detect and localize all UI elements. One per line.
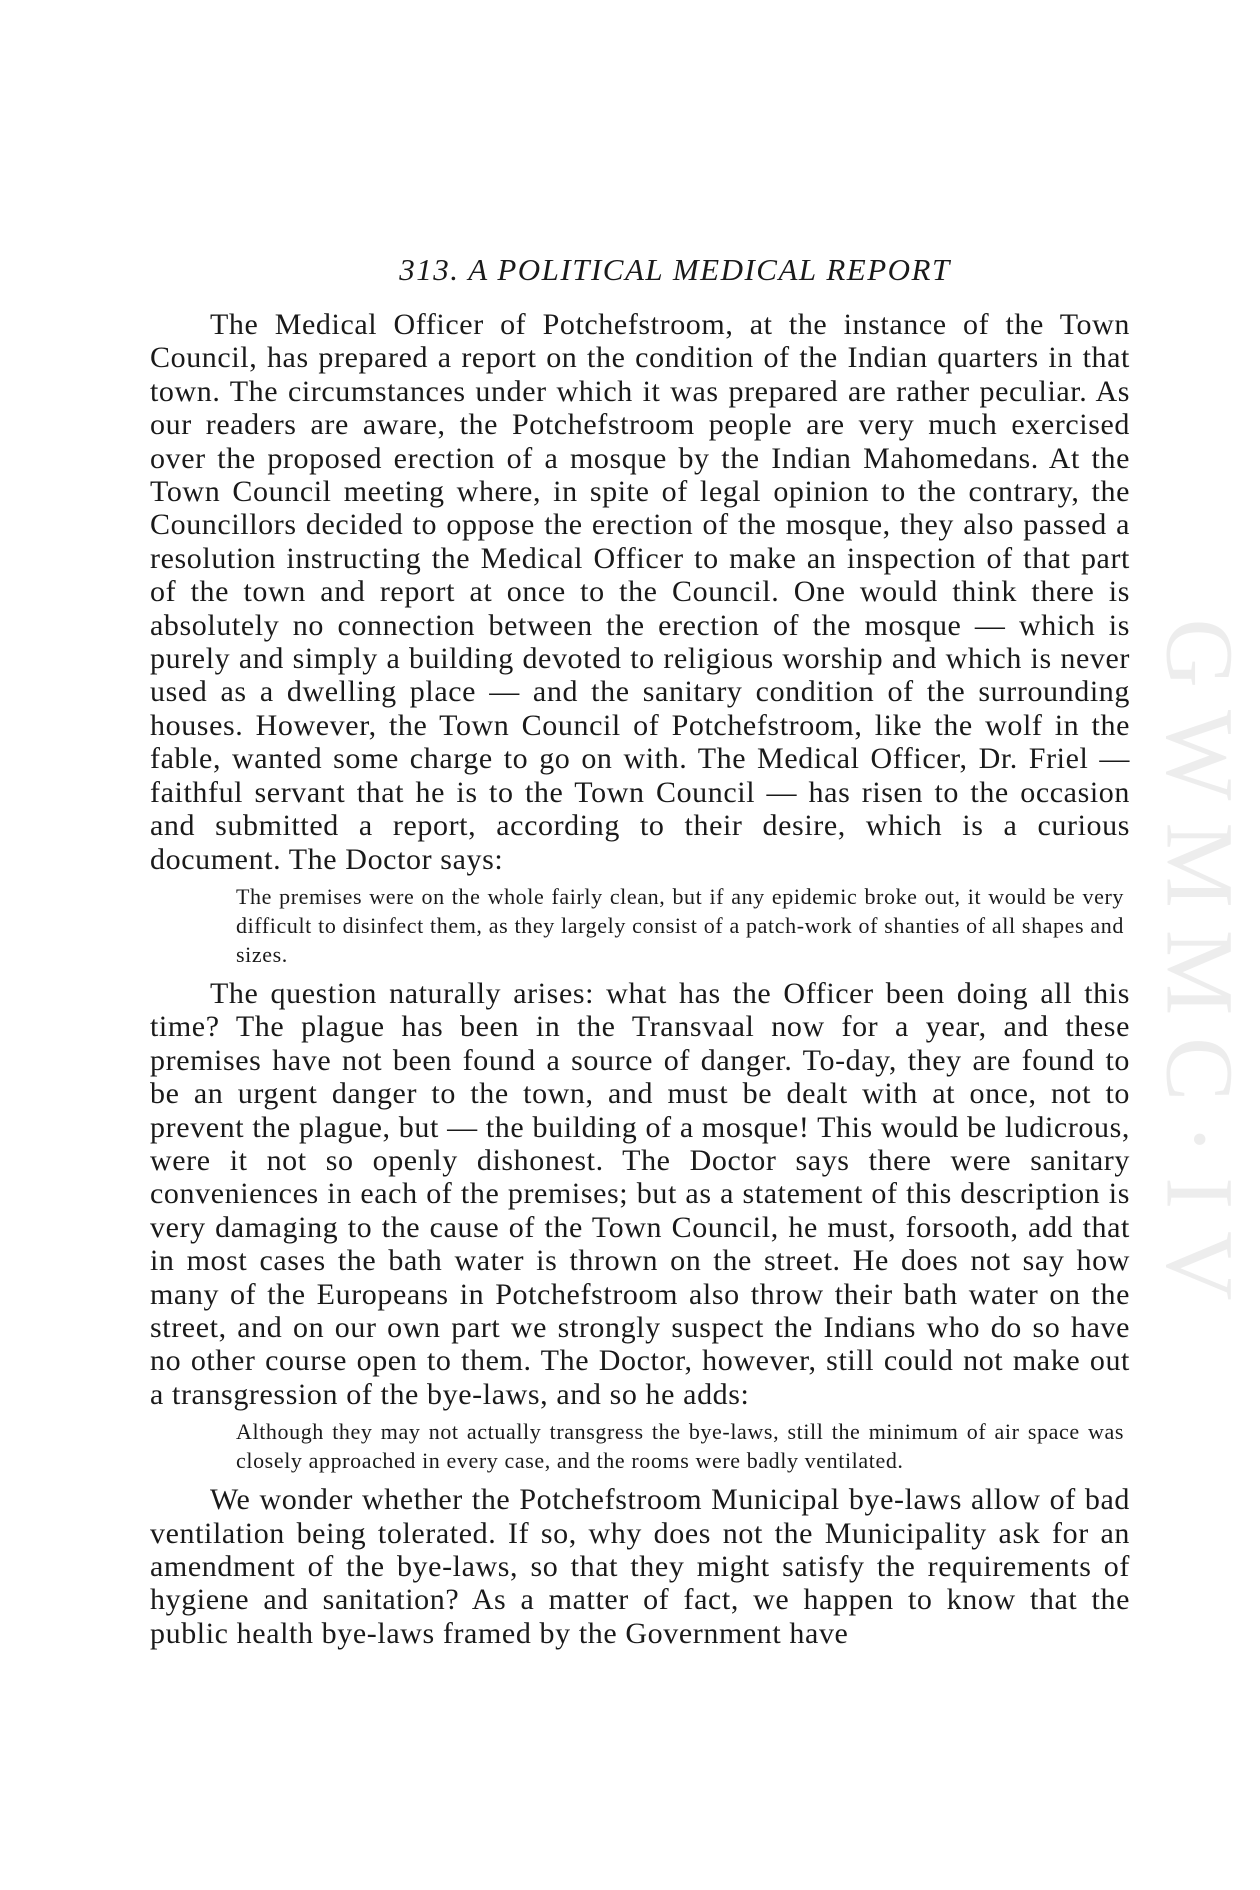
- paragraph: We wonder whether the Potchefstroom Municipal bye-laws allow of bad ventilation being tolerated. If so, why does not the Municipality ask for an amendment of the bye-laws, so that they might satisfy the requirements of hygiene and sanitation? As a matter of fact, we happen to know that the public health bye-laws framed by the Government have: [150, 1483, 1130, 1650]
- article-body: [150, 248, 1130, 1650]
- block-quote: The premises were on the whole fairly clean, but if any epidemic broke out, it would be very difficult to disinfect them, as they largely consist of a patch-work of shanties of all shapes and sizes.: [236, 883, 1124, 967]
- article-title: 313. A POLITICAL MEDICAL REPORT: [399, 252, 951, 287]
- block-quote: Although they may not actually transgress the bye-laws, still the minimum of air space was closely approached in every case, and the rooms were badly ventilated.: [236, 1419, 1124, 1474]
- watermark: [1140, 560, 1260, 1380]
- watermark-text: GWMMC·IV: [1146, 618, 1254, 1322]
- paragraph: The Medical Officer of Potchefstroom, at the instance of the Town Council, has prepared a report on the condition of the Indian quarters in that town. The circumstances under which it was prepared are rather peculiar. As our readers are aware, the Potchefstroom people are very much exercised over the proposed erection of a mosque by the Indian Mahomedans. At the Town Council meeting where, in spite of legal opinion to the contrary, the Councillors decided to oppose the erection of the mosque, they also passed a resolution instructing the Medical Officer to make an inspection of that part of the town and report at once to the Council. One would think there is absolutely no connection between the erection of the mosque — which is purely and simply a building devoted to religious worship and which is never used as a dwelling place — and the sanitary condition of the surrounding houses. However, the Town Council of Potchefstroom, like the wolf in the fable, wanted some charge to go on with. The Medical Officer, Dr. Friel — faithful servant that he is to the Town Council — has risen to the occasion and submitted a report, according to their desire, which is a curious document. The Doctor says:: [150, 308, 1130, 876]
- paragraph: The question naturally arises: what has the Officer been doing all this time? The plague has been in the Transvaal now for a year, and these premises have not been found a source of danger. To-day, they are found to be an urgent danger to the town, and must be dealt with at once, not to prevent the plague, but — the building of a mosque! This would be ludicrous, were it not so openly dishonest. The Doctor says there were sanitary conveniences in each of the premises; but as a statement of this description is very damaging to the cause of the Town Council, he must, forsooth, add that in most cases the bath water is thrown on the street. He does not say how many of the Europeans in Potchefstroom also throw their bath water on the street, and on our own part we strongly suspect the Indians who do so have no other course open to them. The Doctor, however, still could not make out a transgression of the bye-laws, and so he adds:: [150, 976, 1130, 1411]
